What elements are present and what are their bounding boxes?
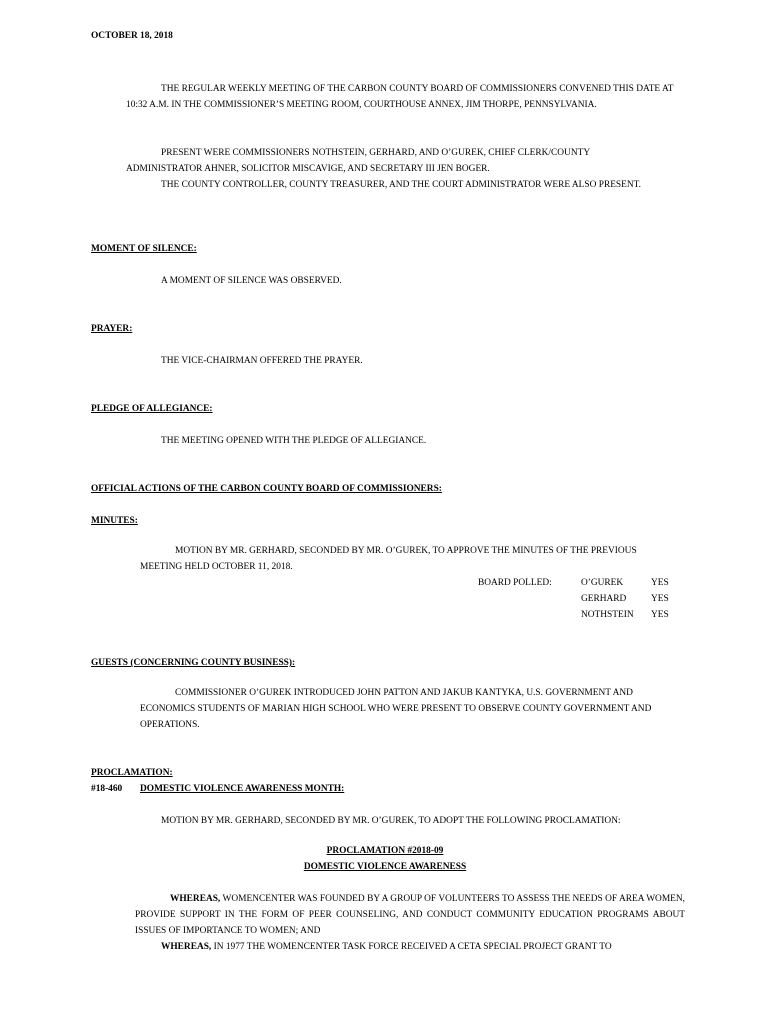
vote-name: GERHARD xyxy=(581,594,627,604)
section-heading-guests: GUESTS (CONCERNING COUNTY BUSINESS): xyxy=(91,658,296,668)
page-date: OCTOBER 18, 2018 xyxy=(91,31,173,41)
proclamation-title: PROCLAMATION #2018-09 xyxy=(326,846,444,856)
moment-of-silence-text: A MOMENT OF SILENCE WAS OBSERVED. xyxy=(161,276,342,286)
vote-value: YES xyxy=(651,578,669,588)
whereas-keyword: WHEREAS, xyxy=(170,894,221,904)
section-heading-pledge: PLEDGE OF ALLEGIANCE: xyxy=(91,404,213,414)
section-heading-moment-of-silence: MOMENT OF SILENCE: xyxy=(91,244,197,254)
vote-name: NOTHSTEIN xyxy=(581,610,634,620)
prayer-text: THE VICE-CHAIRMAN OFFERED THE PRAYER. xyxy=(161,356,363,366)
whereas-clause-text: IN 1977 THE WOMENCENTER TASK FORCE RECEIVED A CETA SPECIAL PROJECT GRANT TO xyxy=(213,942,612,952)
intro-paragraph-1: THE REGULAR WEEKLY MEETING OF THE CARBON COUNTY BOARD OF COMMISSIONERS CONVENED THIS DATE AT 10:32 A.M. IN THE COMMISSIONER’S MEETING ROOM, COURTHOUSE ANNEX, JIM THORPE, PENNSYLVANIA. xyxy=(126,84,674,110)
whereas-clause-text: WOMENCENTER WAS FOUNDED BY A GROUP OF VOLUNTEERS TO ASSESS THE NEEDS OF AREA WOMEN, PROVIDE SUPPORT IN THE FORM OF PEER COUNSELING, AND CONDUCT COMMUNITY EDUCATION PROGRAMS ABOUT ISSUES OF IMPORTANCE TO WOMEN; AND xyxy=(135,894,685,936)
whereas-clause-1 xyxy=(135,891,685,939)
minutes-motion-text: MOTION BY MR. GERHARD, SECONDED BY MR. O’GUREK, TO APPROVE THE MINUTES OF THE PREVIOUS MEETING HELD OCTOBER 11, 2018. xyxy=(140,546,637,572)
vote-value: YES xyxy=(651,610,669,620)
intro-paragraph-2: PRESENT WERE COMMISSIONERS NOTHSTEIN, GERHARD, AND O’GUREK, CHIEF CLERK/COUNTY ADMINISTRATOR AHNER, SOLICITOR MISCAVIGE, AND SECRETARY III JEN BOGER. xyxy=(126,148,590,174)
item-title: DOMESTIC VIOLENCE AWARENESS MONTH: xyxy=(140,784,345,794)
whereas-keyword: WHEREAS, xyxy=(161,942,212,952)
item-number: #18-460 xyxy=(91,784,123,794)
pledge-text: THE MEETING OPENED WITH THE PLEDGE OF ALLEGIANCE. xyxy=(161,436,427,446)
intro-paragraph-3: THE COUNTY CONTROLLER, COUNTY TREASURER, AND THE COURT ADMINISTRATOR WERE ALSO PRESENT. xyxy=(161,180,642,190)
board-poll-label: BOARD POLLED: xyxy=(478,578,552,588)
section-heading-proclamation: PROCLAMATION: xyxy=(91,768,173,778)
guests-text: COMMISSIONER O’GUREK INTRODUCED JOHN PATTON AND JAKUB KANTYKA, U.S. GOVERNMENT AND ECONOMICS STUDENTS OF MARIAN HIGH SCHOOL WHO WERE PRESENT TO OBSERVE COUNTY GOVERNMENT AND OPERATIONS. xyxy=(140,688,652,730)
whereas-clause-2 xyxy=(161,939,612,955)
vote-value: YES xyxy=(651,594,669,604)
section-heading-minutes: MINUTES: xyxy=(91,516,138,526)
vote-name: O’GUREK xyxy=(581,578,624,588)
proclamation-motion-text: MOTION BY MR. GERHARD, SECONDED BY MR. O’GUREK, TO ADOPT THE FOLLOWING PROCLAMATION: xyxy=(161,816,621,826)
section-heading-official-actions: OFFICIAL ACTIONS OF THE CARBON COUNTY BOARD OF COMMISSIONERS: xyxy=(91,484,442,494)
proclamation-subtitle: DOMESTIC VIOLENCE AWARENESS xyxy=(303,862,467,872)
section-heading-prayer: PRAYER: xyxy=(91,324,133,334)
